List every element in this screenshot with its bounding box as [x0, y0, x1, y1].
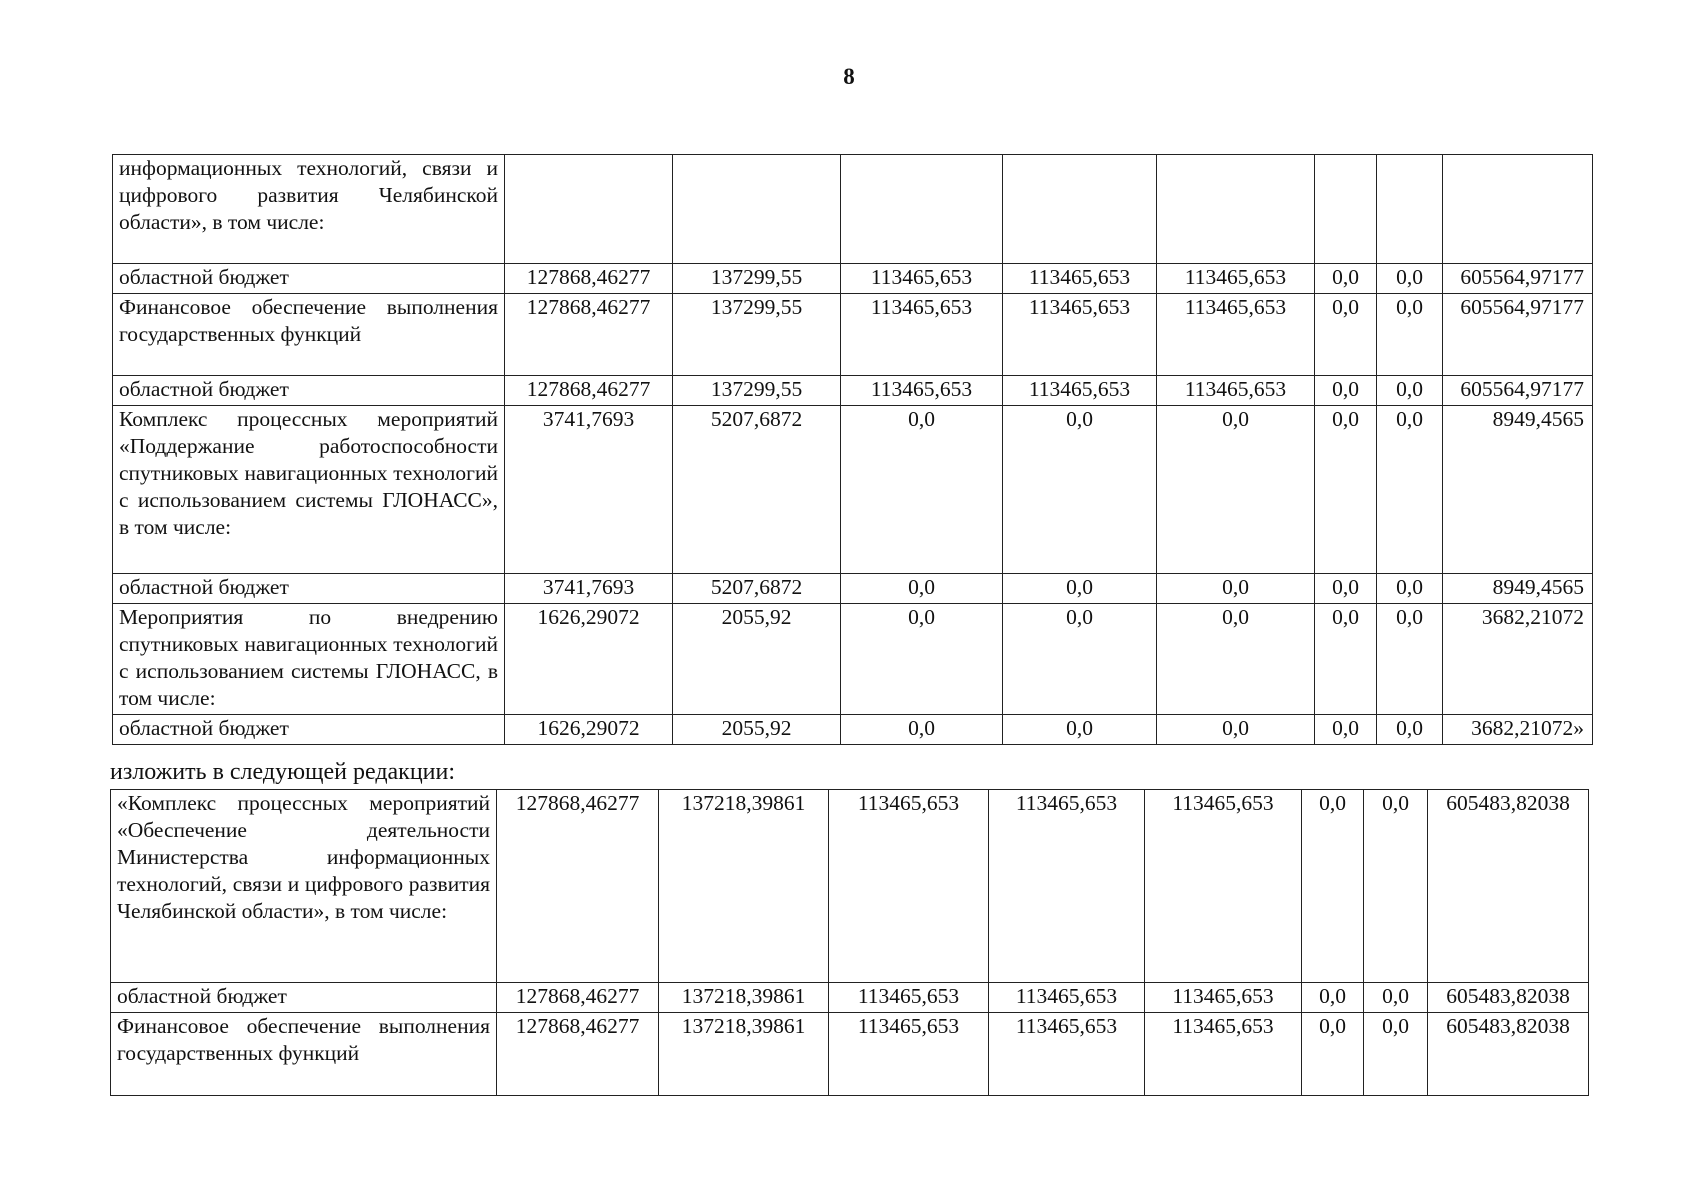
cell-total: 605564,97177 [1443, 376, 1593, 406]
cell-value: 5207,6872 [673, 574, 841, 604]
cell-value: 0,0 [1302, 1013, 1364, 1096]
cell-value: 0,0 [1157, 406, 1315, 574]
cell-value: 127868,46277 [505, 264, 673, 294]
cell-value: 0,0 [1377, 376, 1443, 406]
cell-value: 113465,653 [841, 294, 1003, 376]
table-row [113, 264, 1593, 294]
cell-value: 0,0 [1315, 376, 1377, 406]
table-row [113, 155, 1593, 264]
cell-value [1377, 155, 1443, 264]
row-label: областной бюджет [113, 264, 505, 294]
cell-value: 127868,46277 [497, 1013, 659, 1096]
amendment-instruction: изложить в следующей редакции: [110, 759, 456, 785]
row-label: Комплекс процессных мероприятий «Поддержание работоспособности спутниковых навигационных технологий с использованием системы ГЛОНАСС», в том числе: [113, 406, 505, 574]
row-label: «Комплекс процессных мероприятий «Обеспечение деятельности Министерства информационных технологий, связи и цифрового развития Челябинской области», в том числе: [111, 790, 497, 983]
cell-total: 3682,21072» [1443, 715, 1593, 745]
row-label: Финансовое обеспечение выполнения государственных функций [113, 294, 505, 376]
cell-value: 113465,653 [1145, 1013, 1302, 1096]
cell-value: 1626,29072 [505, 715, 673, 745]
cell-value: 0,0 [841, 604, 1003, 715]
cell-value: 0,0 [1003, 715, 1157, 745]
cell-value: 113465,653 [1145, 983, 1302, 1013]
cell-value: 0,0 [1157, 604, 1315, 715]
table-row [111, 790, 1589, 983]
cell-value: 113465,653 [1157, 264, 1315, 294]
cell-value: 113465,653 [841, 264, 1003, 294]
table-row [113, 604, 1593, 715]
cell-value: 113465,653 [989, 983, 1145, 1013]
cell-value: 0,0 [1377, 574, 1443, 604]
page-number: 8 [843, 64, 855, 89]
cell-value: 113465,653 [1003, 264, 1157, 294]
cell-value: 113465,653 [1157, 376, 1315, 406]
cell-value [841, 155, 1003, 264]
cell-value: 0,0 [1315, 715, 1377, 745]
cell-value: 0,0 [841, 406, 1003, 574]
cell-value: 0,0 [1364, 1013, 1428, 1096]
cell-value: 0,0 [1377, 406, 1443, 574]
row-label: областной бюджет [111, 983, 497, 1013]
cell-total: 605483,82038 [1428, 1013, 1589, 1096]
cell-total [1443, 155, 1593, 264]
cell-value: 127868,46277 [497, 983, 659, 1013]
cell-value [673, 155, 841, 264]
cell-value: 1626,29072 [505, 604, 673, 715]
cell-value: 137218,39861 [659, 983, 829, 1013]
cell-value: 0,0 [841, 574, 1003, 604]
cell-value [1315, 155, 1377, 264]
cell-total: 3682,21072 [1443, 604, 1593, 715]
cell-total: 605483,82038 [1428, 790, 1589, 983]
cell-value: 2055,92 [673, 715, 841, 745]
cell-value: 113465,653 [829, 790, 989, 983]
cell-value: 0,0 [1315, 264, 1377, 294]
cell-value: 0,0 [1003, 406, 1157, 574]
cell-value: 127868,46277 [497, 790, 659, 983]
table-row [113, 294, 1593, 376]
cell-value: 0,0 [1315, 294, 1377, 376]
cell-value: 127868,46277 [505, 376, 673, 406]
cell-value: 0,0 [1377, 604, 1443, 715]
cell-value: 0,0 [1157, 715, 1315, 745]
row-label: информационных технологий, связи и цифрового развития Челябинской области», в том числе: [113, 155, 505, 264]
cell-value: 0,0 [1377, 294, 1443, 376]
budget-table-new [110, 789, 1589, 1096]
cell-value: 113465,653 [989, 790, 1145, 983]
table-row [113, 406, 1593, 574]
cell-value: 0,0 [1157, 574, 1315, 604]
table-row [113, 715, 1593, 745]
cell-value: 3741,7693 [505, 406, 673, 574]
cell-value [505, 155, 673, 264]
cell-value: 113465,653 [1157, 294, 1315, 376]
cell-value [1003, 155, 1157, 264]
cell-total: 605483,82038 [1428, 983, 1589, 1013]
cell-value: 0,0 [1315, 574, 1377, 604]
cell-value: 2055,92 [673, 604, 841, 715]
cell-value: 113465,653 [1003, 376, 1157, 406]
row-label: Мероприятия по внедрению спутниковых навигационных технологий с использованием системы ГЛОНАСС, в том числе: [113, 604, 505, 715]
cell-value: 137299,55 [673, 294, 841, 376]
cell-value: 113465,653 [989, 1013, 1145, 1096]
cell-value: 3741,7693 [505, 574, 673, 604]
cell-value: 113465,653 [829, 1013, 989, 1096]
row-label: областной бюджет [113, 574, 505, 604]
cell-total: 605564,97177 [1443, 294, 1593, 376]
cell-value: 0,0 [1003, 604, 1157, 715]
cell-value: 0,0 [1003, 574, 1157, 604]
cell-value: 113465,653 [829, 983, 989, 1013]
cell-value: 137299,55 [673, 264, 841, 294]
cell-total: 605564,97177 [1443, 264, 1593, 294]
cell-value: 0,0 [1364, 983, 1428, 1013]
cell-value: 0,0 [1377, 715, 1443, 745]
table-row [113, 574, 1593, 604]
cell-value [1157, 155, 1315, 264]
cell-value: 137299,55 [673, 376, 841, 406]
table-row [111, 983, 1589, 1013]
cell-value: 0,0 [1302, 983, 1364, 1013]
cell-value: 0,0 [1315, 406, 1377, 574]
cell-total: 8949,4565 [1443, 574, 1593, 604]
table-row [111, 1013, 1589, 1096]
cell-value: 0,0 [1302, 790, 1364, 983]
row-label: областной бюджет [113, 715, 505, 745]
cell-value: 0,0 [1377, 264, 1443, 294]
cell-value: 113465,653 [841, 376, 1003, 406]
cell-value: 5207,6872 [673, 406, 841, 574]
row-label: Финансовое обеспечение выполнения государственных функций [111, 1013, 497, 1096]
cell-value: 0,0 [1364, 790, 1428, 983]
cell-value: 137218,39861 [659, 790, 829, 983]
cell-value: 127868,46277 [505, 294, 673, 376]
cell-value: 113465,653 [1145, 790, 1302, 983]
cell-value: 0,0 [841, 715, 1003, 745]
row-label: областной бюджет [113, 376, 505, 406]
table-row [113, 376, 1593, 406]
cell-value: 113465,653 [1003, 294, 1157, 376]
cell-total: 8949,4565 [1443, 406, 1593, 574]
budget-table-old [112, 154, 1593, 745]
cell-value: 137218,39861 [659, 1013, 829, 1096]
cell-value: 0,0 [1315, 604, 1377, 715]
